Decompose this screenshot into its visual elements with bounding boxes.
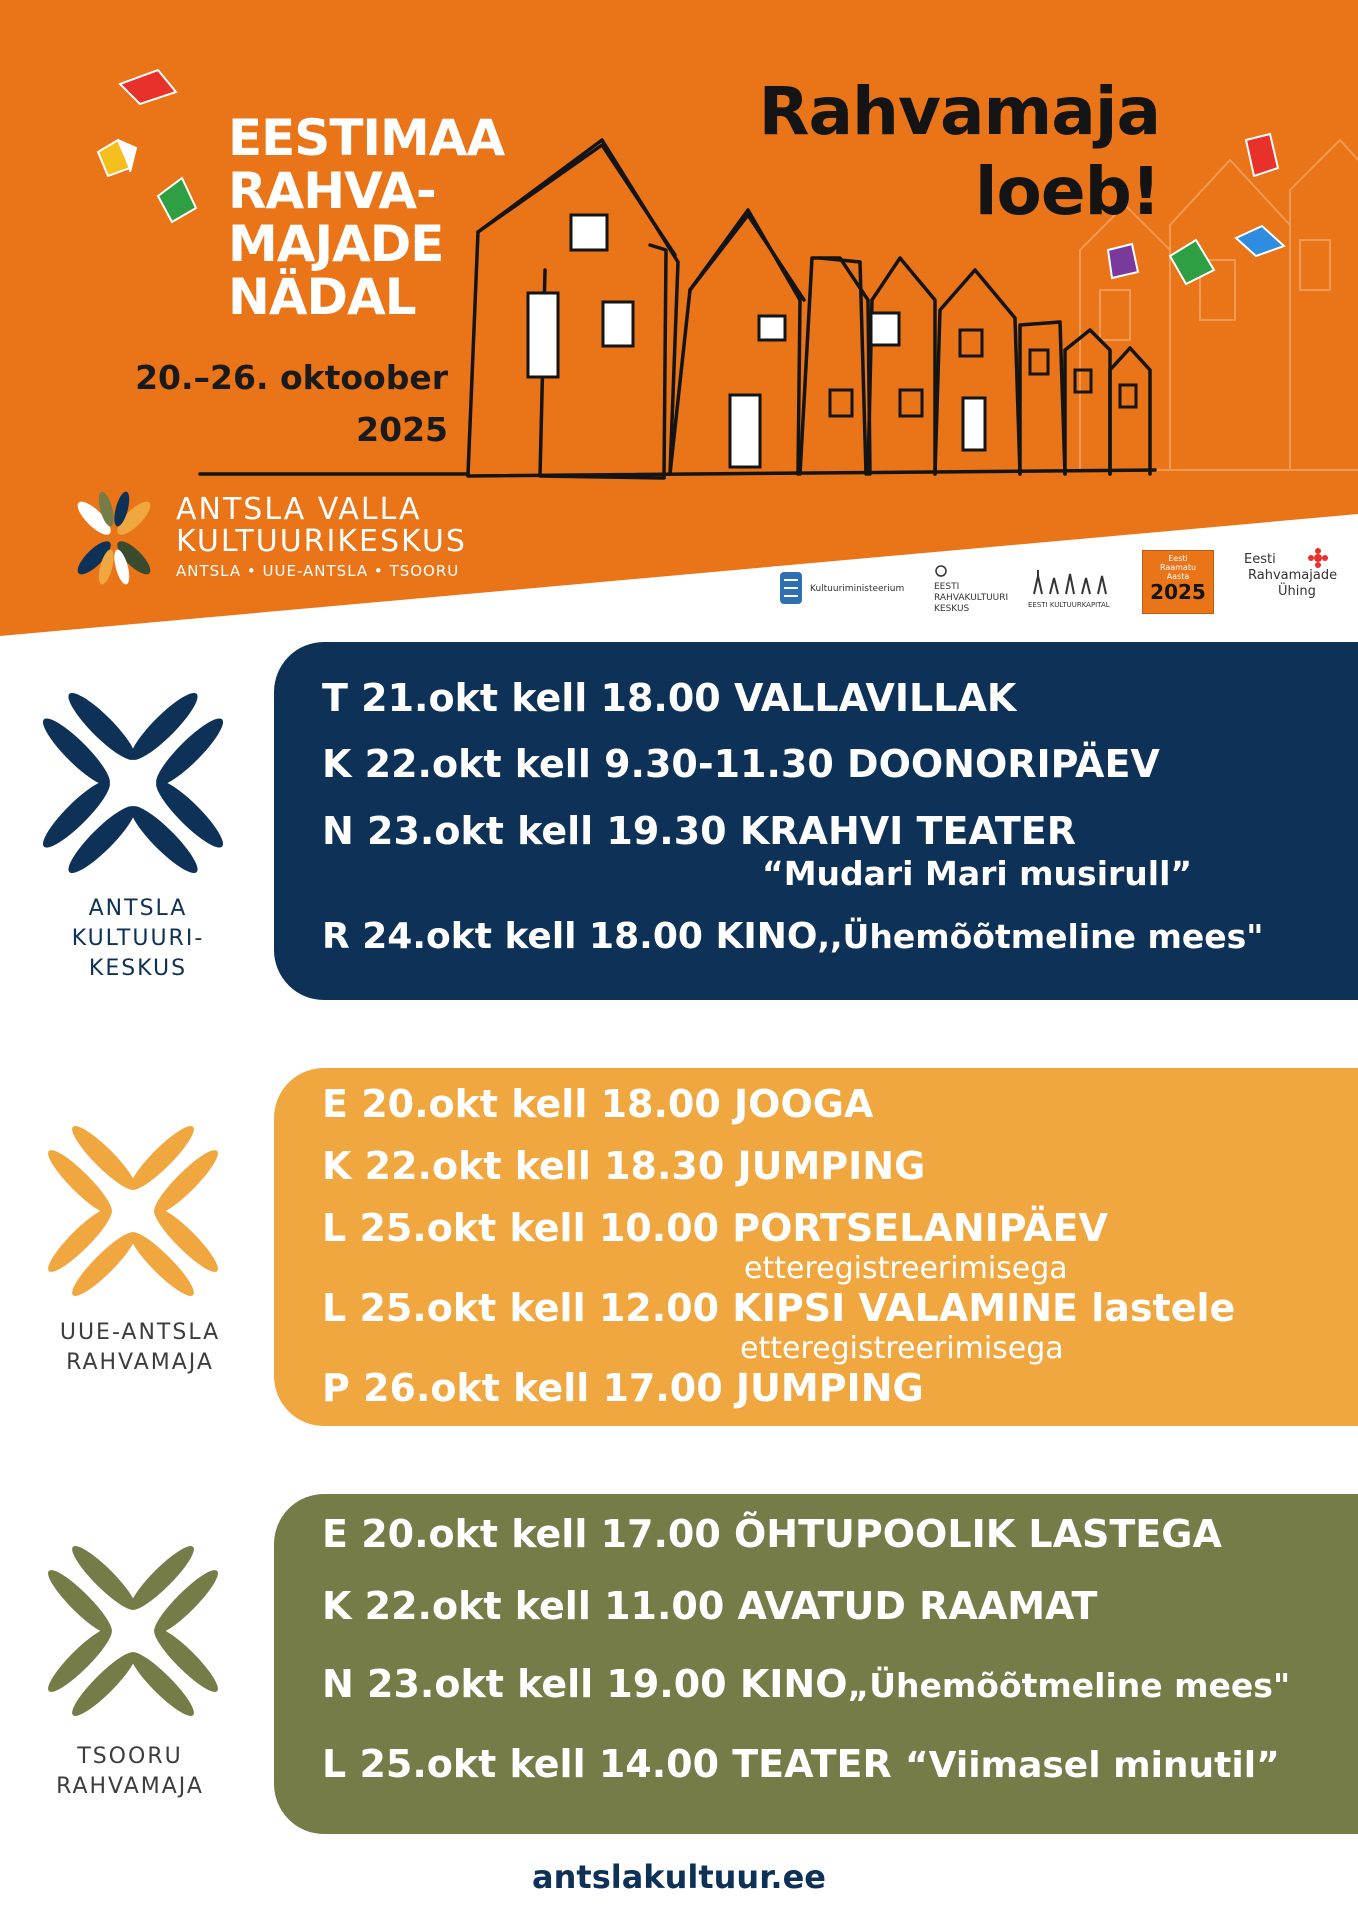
event-row — [322, 1662, 1290, 1706]
slogan-line-1: Rahvamaja — [758, 73, 1160, 150]
event-play-title: “Viimasel minutil” — [904, 1745, 1280, 1786]
slogan-line-2: loeb! — [974, 153, 1160, 230]
organization-name — [176, 494, 467, 580]
venue-label-line: TSOORU — [77, 1744, 183, 1769]
venue-label-line: KESKUS — [88, 956, 188, 981]
year-number: 2025 — [1150, 580, 1206, 604]
tsooru-logo-icon — [28, 1526, 238, 1736]
event-row: E 20.okt kell 17.00 ÕHTUPOOLIK LASTEGA — [322, 1512, 1222, 1556]
year-line-1: Eesti — [1168, 554, 1188, 563]
dates-range: 20.–26. oktoober — [135, 358, 448, 397]
event-row: E 20.okt kell 18.00 JOOGA — [322, 1082, 874, 1126]
event-film-title: „Ühemõõtmeline mees" — [847, 1666, 1291, 1705]
ekk-logo-icon — [934, 564, 948, 578]
kultuurikeskus-logo-icon — [64, 488, 164, 588]
union-line-3: Ühing — [1278, 584, 1316, 599]
venue-label-line: ANTSLA — [88, 896, 188, 921]
event-film-title: ,,Ühemõõtmeline mees" — [817, 917, 1264, 956]
title-line: NÄDAL — [228, 268, 416, 326]
title-line: RAHVA- — [228, 162, 436, 220]
venue-label-line: UUE-ANTSLA — [59, 1320, 221, 1345]
event-dates — [103, 352, 448, 456]
event-row: L 25.okt kell 10.00 PORTSELANIPÄEV — [322, 1206, 1108, 1250]
ekk-line-1: EESTI — [934, 582, 960, 592]
year-line-2: Raamatu — [1159, 563, 1197, 572]
antsla-venue-label — [38, 894, 238, 984]
header-banner — [0, 0, 1358, 640]
antsla-logo-icon — [22, 672, 244, 894]
website-link[interactable]: antslakultuur.ee — [532, 1858, 826, 1896]
ekk-line-2: RAHVAKULTUURI — [934, 593, 1009, 603]
event-row-main: R 24.okt kell 18.00 KINO — [322, 916, 818, 957]
union-line-1: Eesti — [1244, 552, 1276, 567]
event-row: N 23.okt kell 19.30 KRAHVI TEATER — [322, 809, 1077, 853]
registration-note: etteregistreerimisega — [740, 1331, 1064, 1366]
event-row: K 22.okt kell 18.30 JUMPING — [322, 1144, 926, 1188]
event-row — [322, 916, 1263, 957]
event-row: P 26.okt kell 17.00 JUMPING — [322, 1366, 924, 1410]
venue-label-line: KULTUURI- — [71, 926, 205, 951]
venue-label-line: RAHVAMAJA — [56, 1774, 204, 1799]
title-line: EESTIMAA — [228, 109, 505, 167]
ekk-line-3: KESKUS — [934, 604, 970, 614]
kulka-figures-icon — [1028, 566, 1110, 596]
union-line-2: Rahvamajade — [1248, 568, 1338, 583]
coat-of-arms-icon — [778, 570, 804, 608]
kulka-name: EESTI KULTUURKAPITAL — [1028, 601, 1110, 609]
event-row: L 25.okt kell 12.00 KIPSI VALAMINE lastele — [322, 1286, 1236, 1330]
year-line-3: Aasta — [1166, 572, 1190, 581]
event-row: K 22.okt kell 9.30-11.30 DOONORIPÄEV — [322, 742, 1160, 786]
title-line: MAJADE — [228, 215, 444, 273]
uue-antsla-venue-label — [30, 1318, 250, 1378]
org-line-2: KULTUURIKESKUS — [176, 524, 467, 559]
uue-antsla-events-panel — [274, 1068, 1358, 1426]
event-row: T 21.okt kell 18.00 VALLAVILLAK — [322, 676, 1017, 720]
uue-antsla-logo-icon — [28, 1106, 238, 1316]
slogan — [735, 72, 1160, 232]
event-subtitle: “Mudari Mari musirull” — [762, 854, 1193, 893]
week-title — [228, 109, 505, 326]
flower-icon — [1308, 548, 1328, 568]
event-row — [322, 1742, 1280, 1786]
dates-year: 2025 — [356, 410, 448, 449]
event-row: K 22.okt kell 11.00 AVATUD RAAMAT — [322, 1584, 1098, 1628]
ministry-name: Kultuuriministeerium — [810, 584, 905, 594]
sponsor-rahvamajade-uhing — [1244, 552, 1337, 600]
tsooru-events-panel — [274, 1494, 1358, 1834]
venue-label-line: RAHVAMAJA — [66, 1350, 214, 1375]
antsla-events-panel — [274, 642, 1358, 1000]
tsooru-venue-label — [30, 1742, 230, 1802]
org-locations: ANTSLA • UUE-ANTSLA • TSOORU — [176, 562, 460, 580]
event-row-main: L 25.okt kell 14.00 TEATER — [322, 1742, 905, 1786]
sponsor-raamatu-aasta — [1142, 550, 1214, 614]
registration-note: etteregistreerimisega — [744, 1251, 1068, 1286]
org-line-1: ANTSLA VALLA — [176, 492, 422, 527]
sponsor-rahvakultuuri-keskus — [934, 564, 1008, 615]
event-row-main: N 23.okt kell 19.00 KINO — [322, 1662, 848, 1706]
sponsor-kultuurkapital — [1028, 566, 1110, 611]
